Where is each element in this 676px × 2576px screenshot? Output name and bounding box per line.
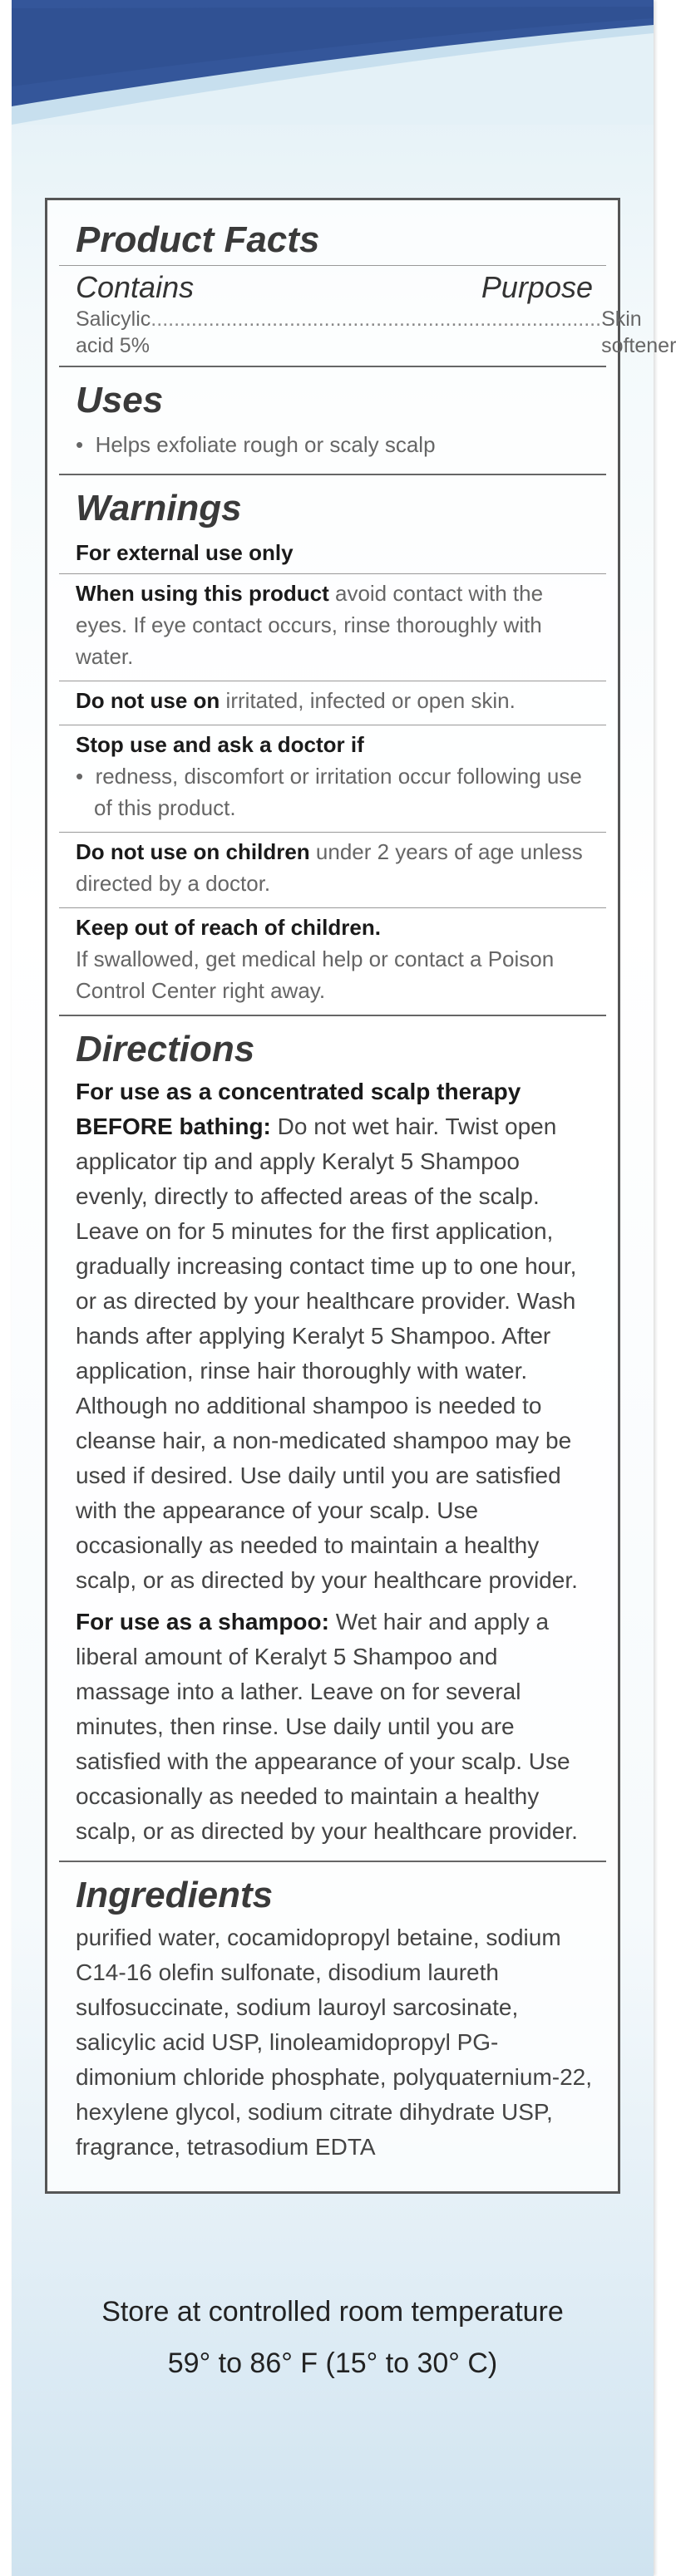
children-warning: Do not use on children under 2 years of age unless directed by a doctor. [76, 839, 583, 896]
do-not-use-warning: Do not use on irritated, infected or open skin. [76, 688, 516, 713]
uses-title: Uses [76, 380, 164, 420]
keep-out-warning: Keep out of reach of children. If swallowed, get medical help or contact a Poison Control Center right away. [76, 915, 555, 1003]
when-using-warning: When using this product avoid contact with the eyes. If eye contact occurs, rinse thoroughly with water. [76, 581, 544, 669]
external-use-notice: For external use only [76, 540, 294, 565]
ingredients-title: Ingredients [76, 1875, 274, 1915]
uses-item: • Helps exfoliate rough or scaly scalp [76, 432, 436, 457]
product-facts-title: Product Facts [76, 219, 320, 260]
decorative-wave-band [12, 0, 654, 125]
purpose-label: Purpose [481, 270, 593, 304]
drug-facts-panel [45, 198, 676, 2194]
shampoo-directions: For use as a shampoo: Wet hair and apply a liberal amount of Keralyt 5 Shampoo and massage into a lather. Leave on for several minutes, then rinse. Use daily until you are satisfied with the appearance of your scalp. Use occasionally as needed to maintain a healthy scalp, or as directed by your healthcare provider. [76, 1609, 578, 1844]
wave-graphic [12, 0, 654, 125]
stop-use-item: • redness, discomfort or irritation occur following use of this product. [76, 764, 582, 820]
warnings-title: Warnings [76, 488, 242, 528]
contains-label: Contains [76, 270, 195, 304]
active-ingredient: Salicylic acid 5% [76, 307, 151, 357]
uses-section [47, 367, 618, 474]
ingredients-section [47, 1862, 618, 2171]
ingredient-purpose: Skin softener [601, 307, 676, 357]
stop-use-warning: Stop use and ask a doctor if • redness, discomfort or irritation occur following use of this product. [47, 725, 618, 832]
storage-line-2: 59° to 86° F (15° to 30° C) [167, 2347, 498, 2379]
warnings-section [47, 475, 618, 1015]
product-facts-section [47, 200, 676, 366]
scalp-therapy-directions: For use as a concentrated scalp therapy BEFORE bathing: Do not wet hair. Twist open applicator tip and apply Keralyt 5 Shampoo evenly, directly to affected areas of the scalp. Leave on for 5 minutes for the first application, gradually increasing contact time up to one hour, or as directed by your healthcare provider. Wash hands after applying Keralyt 5 Shampoo. After application, rinse hair thoroughly with water. Although no additional shampoo is needed to cleanse hair, a non-medicated shampoo may be used if desired. Use daily until you are satisfied with the appearance of your scalp. Use occasionally as needed to maintain a healthy scalp, or as directed by your healthcare provider. [76, 1079, 578, 1593]
storage-line-1: Store at controlled room temperature [101, 2296, 564, 2328]
leader-dots: .............................................................................. [150, 307, 602, 331]
directions-section [47, 1016, 618, 1861]
ingredients-list: purified water, cocamidopropyl betaine, sodium C14-16 olefin sulfonate, disodium laureth sulfosuccinate, sodium lauroyl sarcosinate, salicylic acid USP, linoleamidopropyl PG-dimonium chloride phosphate, polyquaternium-22, hexylene glycol, sodium citrate dihydrate USP, fragrance, tetrasodium EDTA [76, 1925, 593, 2160]
directions-title: Directions [76, 1029, 255, 1069]
